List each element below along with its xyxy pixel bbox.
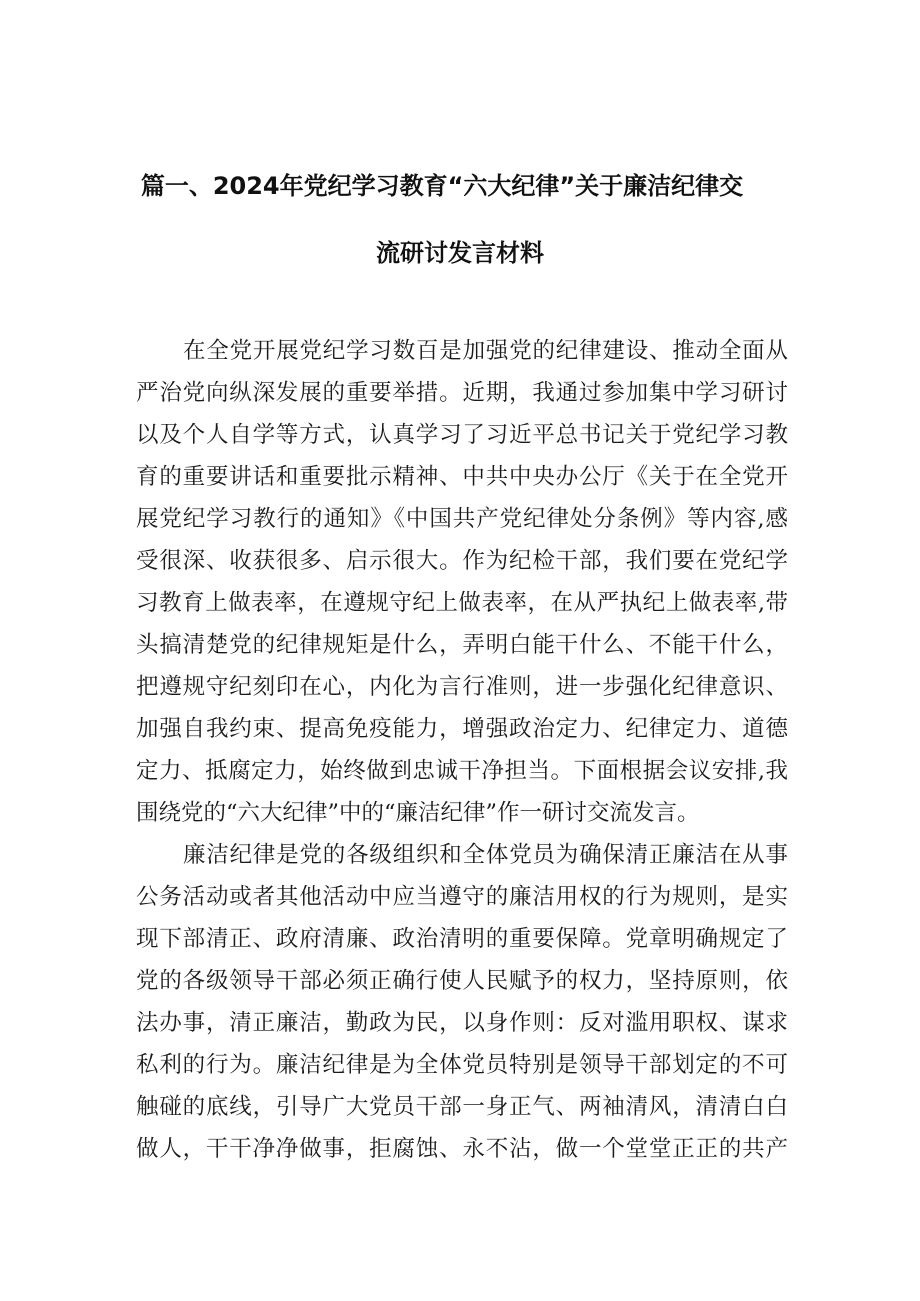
paragraph-2-line: 法办事，清正廉洁，勤政为民，以身作则：反对滥用职权、谋求 [136,1010,788,1036]
paragraph-2-line: 做人，干干净净做事，拒腐蚀、永不沾，做一个堂堂正正的共产 [136,1136,788,1162]
paragraph-1-line: 定力、抵腐定力，始终做到忠诚干净担当。下面根据会议安排,我 [136,758,788,784]
paragraph-1-line: 受很深、收获很多、启示很大。作为纪检干部，我们要在党纪学 [136,548,788,574]
paragraph-1-line: 头搞清楚党的纪律规矩是什么，弄明白能干什么、不能干什么， [136,632,788,658]
paragraph-2-line: 公务活动或者其他活动中应当遵守的廉洁用权的行为规则，是实 [136,884,788,910]
paragraph-2-line: 触碰的底线，引导广大党员干部一身正气、两袖清风，清清白白 [136,1094,788,1120]
title-line-1: 篇一、2024年党纪学习教育“六大纪律”关于廉洁纪律交 [140,172,744,200]
paragraph-1-line: 严治党向纵深发展的重要举措。近期，我通过参加集中学习研讨 [136,380,788,406]
paragraph-2-line: 私利的行为。廉洁纪律是为全体党员特别是领导干部划定的不可 [136,1052,788,1078]
paragraph-2-line: 党的各级领导干部必须正确行使人民赋予的权力，坚持原则，依 [136,968,788,994]
paragraph-1-line: 以及个人自学等方式，认真学习了习近平总书记关于党纪学习教 [136,422,788,448]
paragraph-1-line: 围绕党的“六大纪律”中的“廉洁纪律”作一研讨交流发言。 [136,800,700,826]
title-line-2: 流研讨发言材料 [376,239,544,267]
paragraph-2-line: 廉洁纪律是党的各级组织和全体党员为确保清正廉洁在从事 [183,842,788,868]
paragraph-1-line: 在全党开展党纪学习数百是加强党的纪律建设、推动全面从 [183,338,788,364]
paragraph-1-line: 加强自我约束、提高免疫能力，增强政治定力、纪律定力、道德 [136,716,788,742]
paragraph-2-line: 现下部清正、政府清廉、政治清明的重要保障。党章明确规定了 [136,926,788,952]
paragraph-1-line: 育的重要讲话和重要批示精神、中共中央办公厅《关于在全党开 [136,464,788,490]
paragraph-1-line: 把遵规守纪刻印在心，内化为言行准则，进一步强化纪律意识、 [136,674,788,700]
paragraph-1-line: 展党纪学习教行的通知》《中国共产党纪律处分条例》等内容,感 [136,506,788,532]
paragraph-1-line: 习教育上做表率，在遵规守纪上做表率，在从严执纪上做表率,带 [136,590,788,616]
